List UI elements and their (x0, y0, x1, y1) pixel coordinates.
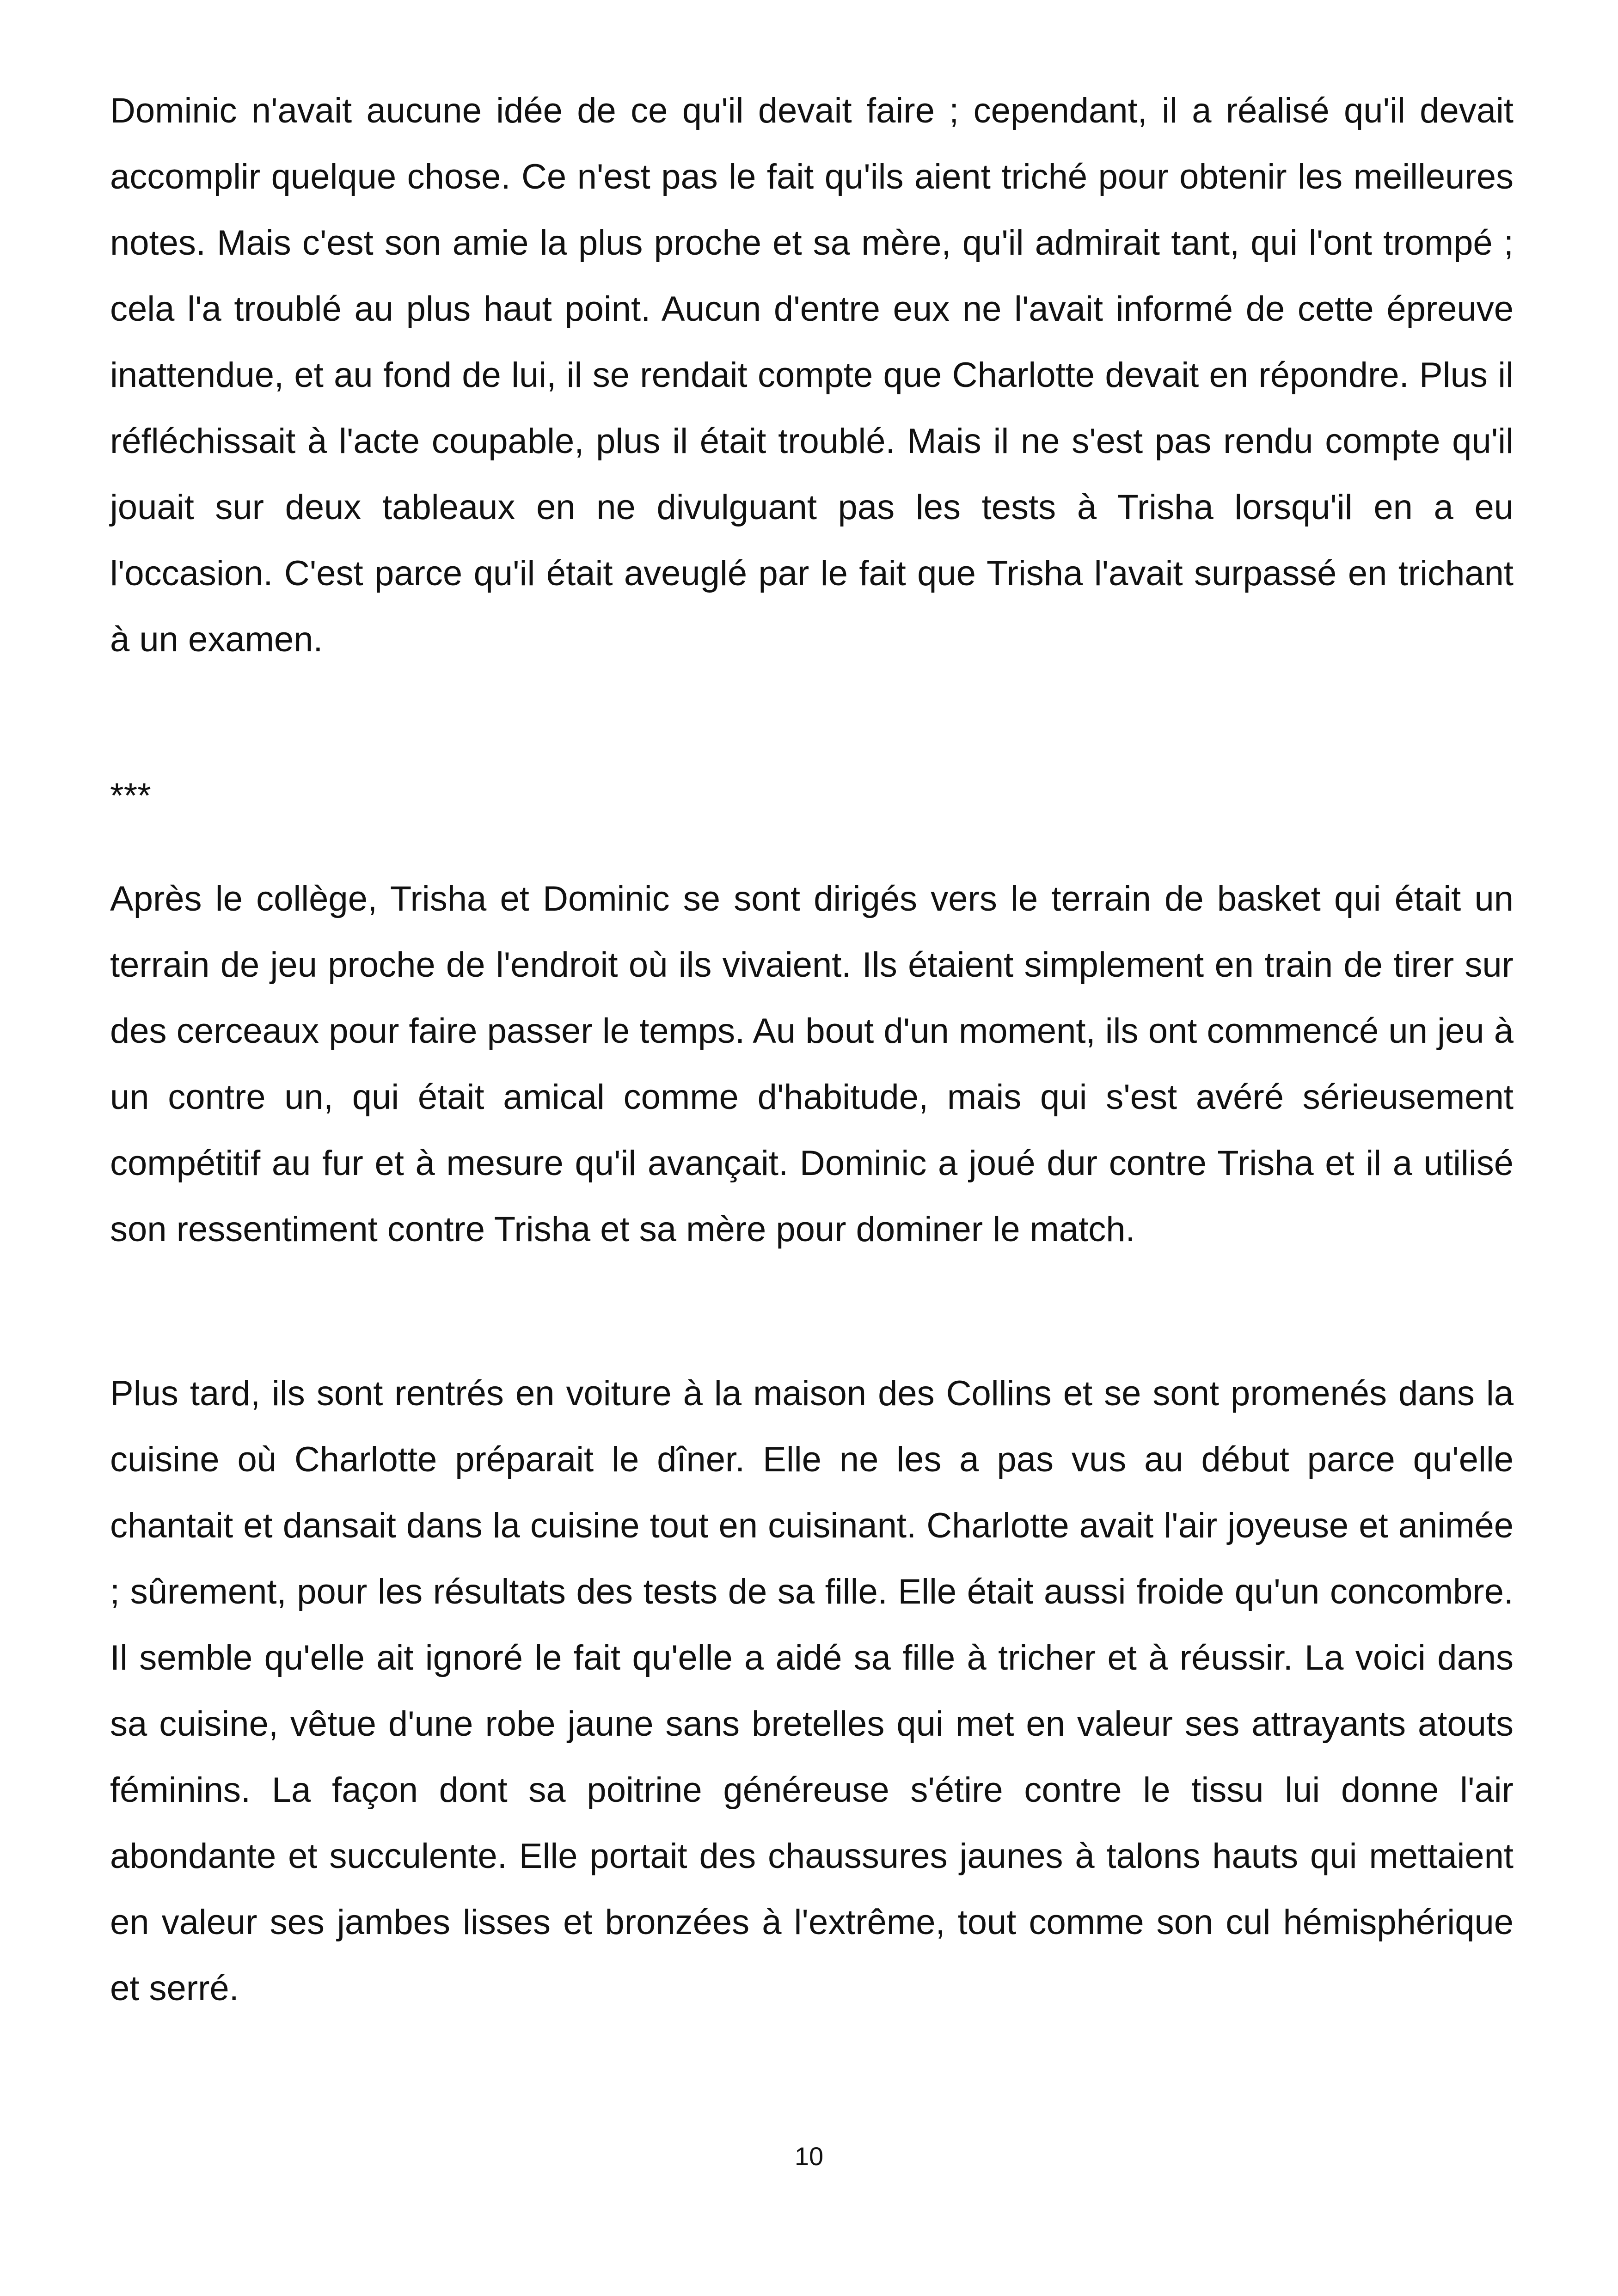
paragraph-1: Dominic n'avait aucune idée de ce qu'il devait faire ; cependant, il a réalisé qu'il devait accomplir quelque chose. Ce n'est pas le fait qu'ils aient triché pour obtenir les meilleures notes. Mais c'est son amie la plus proche et sa mère, qu'il admirait tant, qui l'ont trompé ; cela l'a troublé au plus haut point. Aucun d'entre eux ne l'avait informé de cette épreuve inattendue, et au fond de lui, il se rendait compte que Charlotte devait en répondre. Plus il réfléchissait à l'acte coupable, plus il était troublé. Mais il ne s'est pas rendu compte qu'il jouait sur deux tableaux en ne divulguant pas les tests à Trisha lorsqu'il en a eu l'occasion. C'est parce qu'il était aveuglé par le fait que Trisha l'avait surpassé en trichant à un examen. (110, 91, 1514, 659)
page-number: 10 (794, 2142, 824, 2171)
paragraph-2: Après le collège, Trisha et Dominic se sont dirigés vers le terrain de basket qui était un terrain de jeu proche de l'endroit où ils vivaient. Ils étaient simplement en train de tirer sur des cerceaux pour faire passer le temps. Au bout d'un moment, ils ont commencé un jeu à un contre un, qui était amical comme d'habitude, mais qui s'est avéré sérieusement compétitif au fur et à mesure qu'il avançait. Dominic a joué dur contre Trisha et il a utilisé son ressentiment contre Trisha et sa mère pour dominer le match. (110, 879, 1514, 1249)
scene-separator: *** (110, 776, 151, 815)
paragraph-3: Plus tard, ils sont rentrés en voiture à la maison des Collins et se sont promenés dans la cuisine où Charlotte préparait le dîner. Elle ne les a pas vus au début parce qu'elle chantait et dansait dans la cuisine tout en cuisinant. Charlotte avait l'air joyeuse et animée ; sûrement, pour les résultats des tests de sa fille. Elle était aussi froide qu'un concombre. Il semble qu'elle ait ignoré le fait qu'elle a aidé sa fille à tricher et à réussir. La voici dans sa cuisine, vêtue d'une robe jaune sans bretelles qui met en valeur ses attrayants atouts féminins. La façon dont sa poitrine généreuse s'étire contre le tissu lui donne l'air abondante et succulente. Elle portait des chaussures jaunes à talons hauts qui mettaient en valeur ses jambes lisses et bronzées à l'extrême, tout comme son cul hémisphérique et serré. (110, 1374, 1514, 2008)
